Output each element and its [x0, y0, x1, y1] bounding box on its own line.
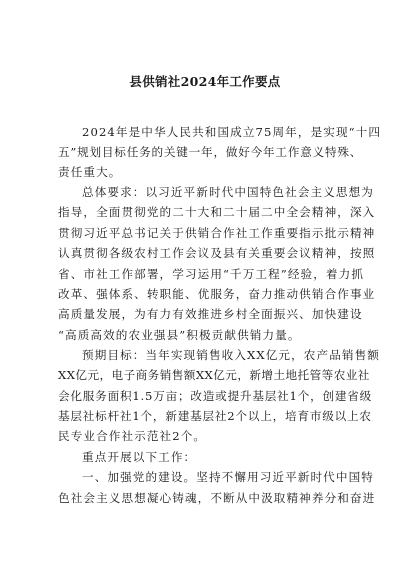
body-line: 改革、强体系、转职能、优服务，奋力推动供销合作事业 [58, 287, 376, 301]
body-line: 省、市社工作部署，学习运用“千万工程”经验，着力抓 [58, 267, 365, 281]
body-line: XX亿元，电子商务销售额XX亿元，新增土地托管等农业社 [58, 368, 370, 382]
body-line: 2024年是中华人民共和国成立75周年，是实现“十四 [82, 125, 382, 139]
document-title: 县供销社2024年工作要点 [129, 74, 281, 89]
body-line: 高质量发展，为有力有效推进乡村全面振兴、加快建设 [58, 307, 363, 321]
body-line: 会化服务面积1.5万亩；改造或提升基层社1个，创建省级 [58, 389, 373, 403]
body-line: 指导，全面贯彻党的二十大和二十届二中全会精神，深入 [58, 205, 376, 219]
section-intro: 重点开展以下工作： [82, 450, 197, 464]
body-line: 色社会主义思想凝心铸魂，不断从中汲取精神养分和奋进 [58, 491, 376, 505]
body-line: 一、加强党的建设。坚持不懈用习近平新时代中国特 [82, 470, 374, 484]
body-line: 预期目标：当年实现销售收入XX亿元，农产品销售额 [82, 348, 380, 362]
body-line: 责任重大。 [58, 165, 122, 179]
body-line: 五”规划目标任务的关键一年，做好今年工作意义特殊、 [58, 145, 363, 159]
body-line: 总体要求：以习近平新时代中国特色社会主义思想为 [82, 185, 374, 199]
body-line: 民专业合作社示范社2个。 [58, 429, 207, 443]
body-line: “高质高效的农业强县”积极贡献供销力量。 [58, 328, 301, 342]
body-line: 贯彻习近平总书记关于供销合作社工作重要指示批示精神 [58, 226, 376, 240]
body-line: 基层社标杆社1个，新建基层社2个以上，培育市级以上农 [58, 409, 372, 423]
body-line: 认真贯彻各级农村工作会议及县有关重要会议精神，按照 [58, 246, 376, 260]
